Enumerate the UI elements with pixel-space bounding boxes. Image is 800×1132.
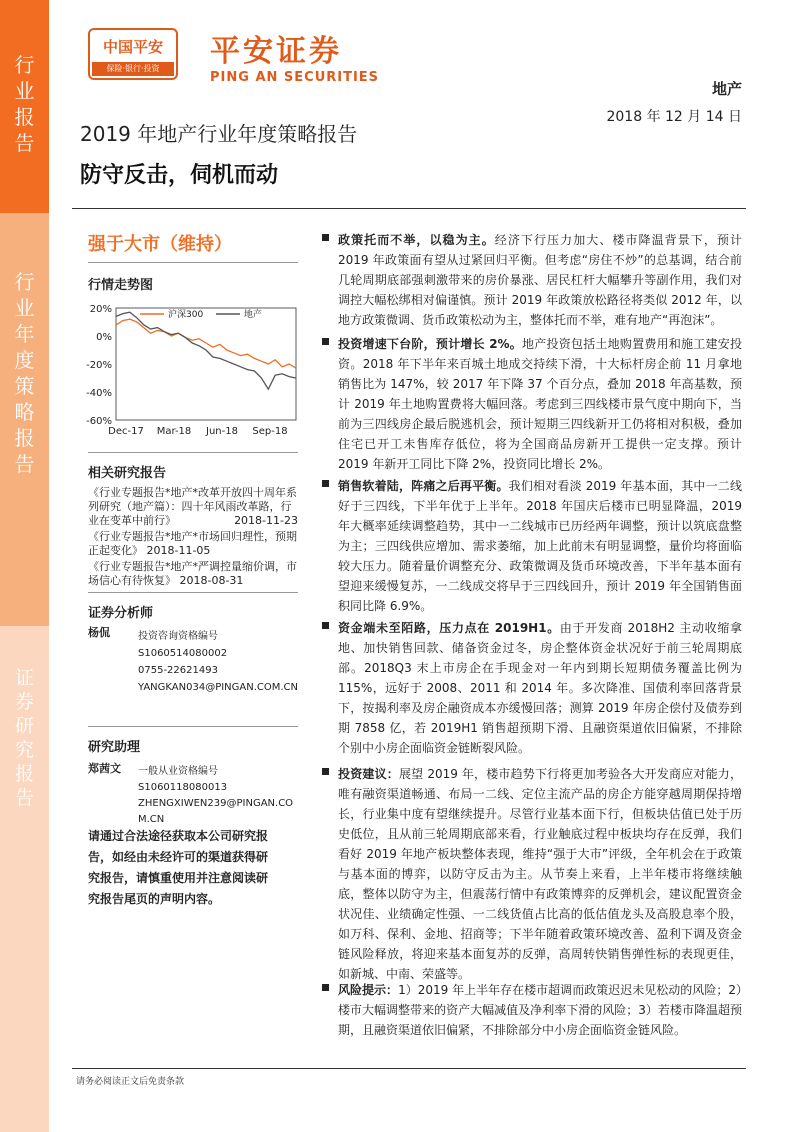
divider xyxy=(88,262,298,263)
paragraph-body: 经济下行压力加大、楼市降温背景下，预计 2019 年政策面有望从过紧回归平衡。但考虑“房住不炒”的总基调，结合前几轮周期底部强刺激带来的房价暴涨、居民杠杆大幅攀升等副作用，我们对调控大幅松绑相对偏谨慎。预计 2019 年政策放松路径将类似 2012 年，以地方政策微调、货币政策松动为主，整体托而不举，难有地产“再泡沫”。 xyxy=(338,233,742,327)
y-tick-label: -40% xyxy=(86,388,112,399)
sidebar-char: 券 xyxy=(14,691,34,713)
divider xyxy=(88,726,298,727)
related-reports-heading: 相关研究报告 xyxy=(88,466,167,481)
paragraph-body: 展望 2019 年，楼市趋势下行将更加考验各大开发商应对能力，唯有融资渠道畅通、布局一二线、定位主流产品的房企方能穿越周期保持增长，行业集中度有望继续提升。尽管行业基本面下行，但板块估值已处于历史低位，且从前三轮周期底部来看，行业触底过程中板块均存在反弹，我们看好 2019 年地产板块整体表现，维持“强于大市”评级，全年机会在于政策与基本面的博弈，以防守反击为主。从节奏上来看，上半年楼市将继续触底，整体以防守为主，但震荡行情中有政策博弈的反弹机会，建议配置资金状况佳、业绩确定性强、一二线货值占比高的低估值龙头及高股息率个股，如万科、保利、金地、招商等；下半年随着政策环境改善、盈利下调及资金链风险释放，将迎来基本面复苏的反弹，高周转快销售弹性标的表现更佳，如新城、中南、荣盛等。 xyxy=(338,767,742,981)
report-date: 2018 年 12 月 14 日 xyxy=(606,109,742,125)
sidebar-char: 度 xyxy=(14,348,35,372)
sidebar-char: 证 xyxy=(14,667,34,689)
sidebar-char: 行 xyxy=(14,53,35,77)
sidebar-char: 研 xyxy=(14,715,34,737)
related-report-date: 2018-11-05 xyxy=(146,544,211,557)
sidebar-char: 告 xyxy=(14,452,35,476)
paragraph-title: 资金端未至陌路，压力点在 2019H1。 xyxy=(338,621,560,635)
report-headline: 防守反击，伺机而动 xyxy=(80,163,279,188)
related-report-title: 《行业专题报告*地产*市场回归理性，预期正起变化》 xyxy=(88,530,297,557)
paragraph-title: 政策托而不举，以稳为主。 xyxy=(338,233,495,247)
analyst-qualification-no: S1060514080002 xyxy=(138,648,228,659)
sidebar-char: 告 xyxy=(14,787,34,809)
report-title: 2019 年地产行业年度策略报告 xyxy=(80,122,358,146)
assistant-heading: 研究助理 xyxy=(88,740,141,755)
brand-name-cn: 平安证券 xyxy=(210,34,342,69)
analyst-qualification-label: 投资咨询资格编号 xyxy=(138,631,218,642)
divider xyxy=(88,592,298,593)
related-report-item[interactable] xyxy=(88,486,298,528)
related-report-item[interactable] xyxy=(88,530,298,558)
assistant-qualification-no: S1060118080013 xyxy=(138,782,228,793)
sidebar-label-securities-research xyxy=(0,626,49,1132)
sidebar-char: 业 xyxy=(14,296,35,320)
paragraph-body: 我们相对看淡 2019 年基本面，其中一二线好于三四线，下半年优于上半年。2018 年国庆后楼市已明显降温，2019 年大概率延续调整趋势，其中一二线城市已历经两年调整，预计以筑底盘整为主；三四线供应增加、需求萎缩，加上此前未有明显调整，量价均将面临较大压力。随着量价调整充分、政策微调及货币环境改善，下半年基本面有望迎来缓慢复苏，一二线成交将早于三四线回升，预计 2019 年全国销售面积同比降 6.9%。 xyxy=(338,479,742,613)
related-report-title: 《行业专题报告*地产*改革开放四十周年系列研究（地产篇）：四十年风雨改革路，行业在变革中前行》 xyxy=(88,486,297,527)
footer-disclaimer: 请务必阅读正文后免责条款 xyxy=(76,1077,185,1087)
legend-label: 地产 xyxy=(244,310,263,320)
bullet-icon xyxy=(322,622,329,629)
sidebar-char: 报 xyxy=(14,426,35,450)
paragraph-investment xyxy=(338,334,742,474)
paragraph-title: 风险提示： xyxy=(338,983,399,997)
legend-label: 沪深300 xyxy=(168,310,204,320)
x-tick-label: Jun-18 xyxy=(206,426,238,437)
assistant-contact xyxy=(138,764,300,828)
analyst-heading: 证券分析师 xyxy=(88,606,154,621)
sector-label: 地产 xyxy=(711,80,742,98)
bullet-icon xyxy=(322,984,329,991)
divider xyxy=(88,452,298,453)
related-reports-list xyxy=(88,486,298,588)
series-line-1 xyxy=(116,312,296,389)
y-tick-label: 0% xyxy=(96,332,112,343)
sidebar-char: 告 xyxy=(14,131,35,155)
header-divider xyxy=(72,208,746,209)
analyst-contact xyxy=(138,628,298,696)
analyst-email[interactable]: YANGKAN034@PINGAN.COM.CN xyxy=(138,682,299,693)
related-report-item[interactable] xyxy=(88,560,298,588)
ping-an-securities-logo xyxy=(210,26,379,85)
sidebar-char: 业 xyxy=(14,79,35,103)
market-trend-chart xyxy=(76,296,306,446)
chart-heading: 行情走势图 xyxy=(88,278,154,293)
rating-label: 强于大市（维持） xyxy=(88,234,232,255)
assistant-qualification-label: 一般从业资格编号 xyxy=(138,766,218,777)
sidebar-label-annual-strategy xyxy=(0,213,49,626)
y-tick-label: -60% xyxy=(86,416,112,427)
series-line-0 xyxy=(116,319,296,368)
y-tick-label: 20% xyxy=(89,304,112,315)
logo-badge-subtitle: 保险·银行·投资 xyxy=(92,62,174,76)
paragraph-risk xyxy=(338,980,742,1040)
related-report-date: 2018-08-31 xyxy=(179,574,244,587)
sidebar-char: 报 xyxy=(14,105,35,129)
bullet-icon xyxy=(322,480,329,487)
paragraph-policy xyxy=(338,230,742,330)
x-tick-label: Dec-17 xyxy=(108,426,144,437)
paragraph-sales xyxy=(338,476,742,616)
sidebar-char: 年 xyxy=(14,322,35,346)
sidebar-char: 究 xyxy=(14,739,34,761)
bullet-icon xyxy=(322,338,329,345)
paragraph-funding xyxy=(338,618,742,758)
sidebar-char: 行 xyxy=(14,270,35,294)
bullet-icon xyxy=(322,234,329,241)
sidebar-char: 报 xyxy=(14,763,34,785)
x-tick-label: Mar-18 xyxy=(156,426,192,437)
paragraph-investment-advice xyxy=(338,764,742,984)
legal-notice: 请通过合法途径获取本公司研究报告，如经由未经许可的渠道获得研究报告，请慎重使用并注意阅读研究报告尾页的声明内容。 xyxy=(88,829,269,906)
paragraph-title: 投资建议： xyxy=(338,767,399,781)
analyst-phone: 0755-22621493 xyxy=(138,665,218,676)
related-report-date: 2018-11-23 xyxy=(234,514,298,527)
y-tick-label: -20% xyxy=(86,360,112,371)
footer-divider xyxy=(72,1068,746,1069)
logo-badge-title: 中国平安 xyxy=(102,38,163,56)
sidebar-char: 策 xyxy=(14,374,35,398)
paragraph-title: 销售软着陆，阵痛之后再平衡。 xyxy=(338,479,509,493)
assistant-name: 郑茜文 xyxy=(88,762,121,775)
paragraph-body: 地产投资包括土地购置费用和施工建安投资。2018 年下半年来百城土地成交持续下滑，十大标杆房企前 11 月拿地销售比为 147%，较 2017 年下降 37 个百分点，叠加 2018 年高基数，预计 2019 年土地购置费将大幅回落。考虑到三四线楼市景气度中期向下，当前为三四线房企最后脱逃机会，预计短期三四线新开工仍将相对积极，叠加住宅已开工未售库存低位，将为全国商品房新开工提供一定支撑。预计 2019 年新开工同比下降 2%，投资同比增长 2%。 xyxy=(338,337,742,471)
assistant-email[interactable]: ZHENGXIWEN239@PINGAN.COM.CN xyxy=(138,798,294,825)
ping-an-group-logo xyxy=(88,28,178,80)
analyst-name: 杨侃 xyxy=(88,626,110,639)
paragraph-title: 投资增速下台阶，预计增长 2%。 xyxy=(338,337,523,351)
paragraph-body: 由于开发商 2018H2 主动收缩拿地、加快销售回款、储备资金过冬，房企整体资金状况好于前三轮周期底部。2018Q3 末上市房企在手现金对一年内到期长短期债务覆盖比例为 115%，远好于 2008、2011 和 2014 年。多次降准、国债利率回落背景下，按揭利率及房企融资成本亦缓慢回落；测算 2019 年房企偿付及债券到期 7858 亿，若 2019H1 销售超预期下滑、且融资渠道依旧偏紧，不排除个别中小房企面临资金链断裂风险。 xyxy=(338,621,742,755)
paragraph-body: 1）2019 年上半年存在楼市超调而政策迟迟未见松动的风险；2）楼市大幅调整带来的资产大幅减值及净利率下滑的风险；3）若楼市降温超预期，且融资渠道依旧偏紧，不排除部分中小房企面临资金链风险。 xyxy=(338,983,742,1037)
related-report-title: 《行业专题报告*地产*严调控量缩价调，市场信心有待恢复》 xyxy=(88,560,297,587)
brand-name-en: PING AN SECURITIES xyxy=(210,70,380,85)
sidebar-char: 略 xyxy=(14,400,35,424)
x-tick-label: Sep-18 xyxy=(252,426,288,437)
bullet-icon xyxy=(322,768,329,775)
sidebar-label-industry-report xyxy=(0,0,49,213)
